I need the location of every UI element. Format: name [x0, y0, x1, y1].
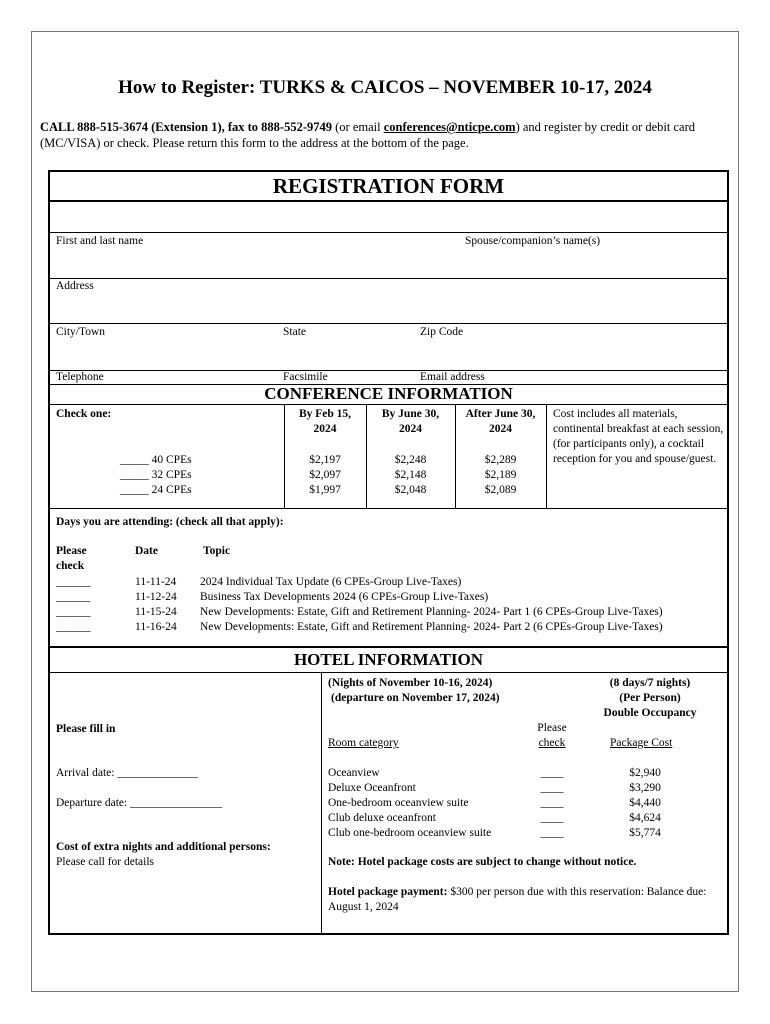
- head-please-check: [56, 544, 87, 574]
- divider: [50, 200, 727, 202]
- payment-label: Hotel package payment:: [328, 886, 448, 898]
- intro-paragraph: [40, 119, 730, 151]
- price-cell: $2,197: [309, 454, 341, 466]
- form-title: REGISTRATION FORM: [272, 174, 505, 198]
- page-title: How to Register: TURKS & CAICOS – NOVEMBER 10-17, 2024: [118, 77, 652, 98]
- day-date: 11-15-24: [135, 606, 177, 618]
- price-cell: $2,189: [484, 469, 517, 481]
- payment-text: $300 per person due with this reservation: Balance due: August 1, 2024: [328, 886, 707, 913]
- col-feb-line2: 2024: [313, 423, 337, 435]
- extra-title: Cost of extra nights and additional persons:: [56, 841, 271, 853]
- room-check-4[interactable]: ____: [540, 812, 564, 824]
- page-border: [31, 31, 739, 992]
- address-label: Address: [56, 280, 94, 292]
- name-line[interactable]: [50, 232, 727, 233]
- hotel-title: HOTEL INFORMATION: [293, 650, 484, 669]
- head-date: Date: [135, 545, 158, 557]
- hotel-package-head: [575, 676, 725, 721]
- divider: [50, 672, 727, 673]
- package-cost-head: Package Cost: [610, 737, 673, 749]
- room-cost: $4,624: [629, 812, 661, 824]
- divider: [50, 646, 727, 648]
- day-topic: New Developments: Estate, Gift and Retirement Planning- 2024- Part 1 (6 CPEs-Group Live-Taxes): [200, 606, 663, 618]
- intro-end: ) and register by credit or debit card (MC/VISA) or check. Please return this form to the address at the bottom of the page.: [40, 120, 696, 150]
- room-name: Oceanview: [328, 767, 380, 779]
- day-date: 11-12-24: [135, 591, 177, 603]
- city-line[interactable]: [50, 323, 727, 324]
- col-feb: [284, 407, 366, 437]
- day-check-1[interactable]: ______: [56, 576, 91, 588]
- room-costs: [610, 766, 680, 841]
- day-check-4[interactable]: ______: [56, 621, 91, 633]
- room-check-5[interactable]: ____: [540, 827, 564, 839]
- cost-note: Cost includes all materials, continental breakfast at each session, (for participants only), a cocktail reception for you and spouse/guest.: [553, 408, 724, 465]
- day-dates: [135, 575, 177, 635]
- address-line[interactable]: [50, 278, 727, 279]
- room-check-2[interactable]: ____: [540, 782, 564, 794]
- room-name: One-bedroom oceanview suite: [328, 797, 469, 809]
- hotel-nights: [328, 676, 500, 706]
- col-after-june: [455, 407, 546, 437]
- prices-feb: [284, 453, 366, 498]
- day-checks: [56, 575, 91, 635]
- prices-after-june: [455, 453, 546, 498]
- room-check-3[interactable]: ____: [540, 797, 564, 809]
- please-fill-in: Please fill in: [56, 723, 116, 735]
- intro-phone-fax: CALL 888-515-3674 (Extension 1), fax to 888-552-9749: [40, 120, 333, 134]
- option-24-cpe[interactable]: _____ 24 CPEs: [120, 484, 192, 496]
- head-topic: Topic: [203, 545, 231, 557]
- room-list: [328, 766, 491, 841]
- please-text: Please: [537, 722, 567, 734]
- option-32-cpe[interactable]: _____ 32 CPEs: [120, 469, 192, 481]
- please-check-head: [528, 721, 576, 751]
- col-after-line2: 2024: [489, 423, 512, 435]
- per-person: (Per Person): [619, 692, 681, 704]
- option-40-cpe[interactable]: _____ 40 CPEs: [120, 454, 192, 466]
- change-note: Note: Hotel package costs are subject to change without notice.: [328, 856, 637, 868]
- col-feb-line1: By Feb 15,: [298, 408, 352, 420]
- day-topic: 2024 Individual Tax Update (6 CPEs-Group Live-Taxes): [200, 576, 462, 588]
- room-cost: $3,290: [629, 782, 661, 794]
- room-name: Club deluxe oceanfront: [328, 812, 436, 824]
- day-topic: Business Tax Developments 2024 (6 CPEs-Group Live-Taxes): [200, 591, 489, 603]
- cpe-options: [120, 453, 192, 498]
- phone-line[interactable]: [50, 370, 727, 371]
- day-topics: [200, 575, 663, 635]
- room-name: Club one-bedroom oceanview suite: [328, 827, 492, 839]
- day-check-2[interactable]: ______: [56, 591, 91, 603]
- intro-mid: (or email: [332, 120, 384, 134]
- price-cell: $2,048: [394, 484, 427, 496]
- price-cell: $2,089: [484, 484, 517, 496]
- conference-title: CONFERENCE INFORMATION: [264, 384, 513, 403]
- days-title: Days you are attending: (check all that apply):: [56, 516, 284, 528]
- divider: [50, 508, 727, 509]
- col-divider: [546, 404, 547, 508]
- departure-date-field[interactable]: Departure date: ________________: [56, 797, 223, 809]
- day-date: 11-11-24: [135, 576, 177, 588]
- email-label: Email address: [420, 371, 485, 383]
- room-name: Deluxe Oceanfront: [328, 782, 416, 794]
- days-nights: (8 days/7 nights): [609, 677, 691, 689]
- prices-june: [366, 453, 455, 498]
- col-june: [366, 407, 455, 437]
- check-text: check: [538, 737, 566, 749]
- room-checks: [528, 766, 576, 841]
- state-label: State: [283, 326, 306, 338]
- spouse-label: Spouse/companion’s name(s): [465, 235, 601, 247]
- occupancy: Double Occupancy: [603, 707, 697, 719]
- day-check-3[interactable]: ______: [56, 606, 91, 618]
- payment-note: [328, 885, 726, 915]
- price-cell: $2,097: [309, 469, 341, 481]
- room-cost: $2,940: [629, 767, 661, 779]
- telephone-label: Telephone: [56, 371, 104, 383]
- divider: [50, 404, 727, 405]
- name-label: First and last name: [56, 235, 144, 247]
- extra-note: Please call for details: [56, 856, 155, 868]
- extra-nights: [56, 840, 271, 870]
- head-check: check: [56, 560, 85, 572]
- nights-text: (Nights of November 10-16, 2024): [328, 677, 493, 689]
- col-june-line2: 2024: [399, 423, 422, 435]
- email-link[interactable]: conferences@nticpe.com: [383, 120, 516, 134]
- zip-label: Zip Code: [420, 326, 464, 338]
- day-topic: New Developments: Estate, Gift and Retirement Planning- 2024- Part 2 (6 CPEs-Group Live-Taxes): [200, 621, 663, 633]
- city-label: City/Town: [56, 326, 106, 338]
- registration-form: [48, 170, 729, 935]
- day-date: 11-16-24: [135, 621, 177, 633]
- col-june-line1: By June 30,: [381, 408, 440, 420]
- room-check-1[interactable]: ____: [540, 767, 564, 779]
- col-after-line1: After June 30,: [465, 408, 536, 420]
- room-category-head: Room category: [328, 737, 399, 749]
- col-divider: [321, 672, 322, 935]
- facsimile-label: Facsimile: [283, 371, 328, 383]
- price-cell: $2,148: [394, 469, 427, 481]
- departure-text: (departure on November 17, 2024): [331, 692, 500, 704]
- price-cell: $2,248: [394, 454, 427, 466]
- room-cost: $4,440: [629, 797, 661, 809]
- arrival-date-field[interactable]: Arrival date: ______________: [56, 767, 198, 779]
- price-cell: $1,997: [309, 484, 341, 496]
- room-cost: $5,774: [629, 827, 661, 839]
- check-one-label: Check one:: [56, 408, 112, 420]
- price-cell: $2,289: [484, 454, 517, 466]
- head-please: Please: [56, 545, 87, 557]
